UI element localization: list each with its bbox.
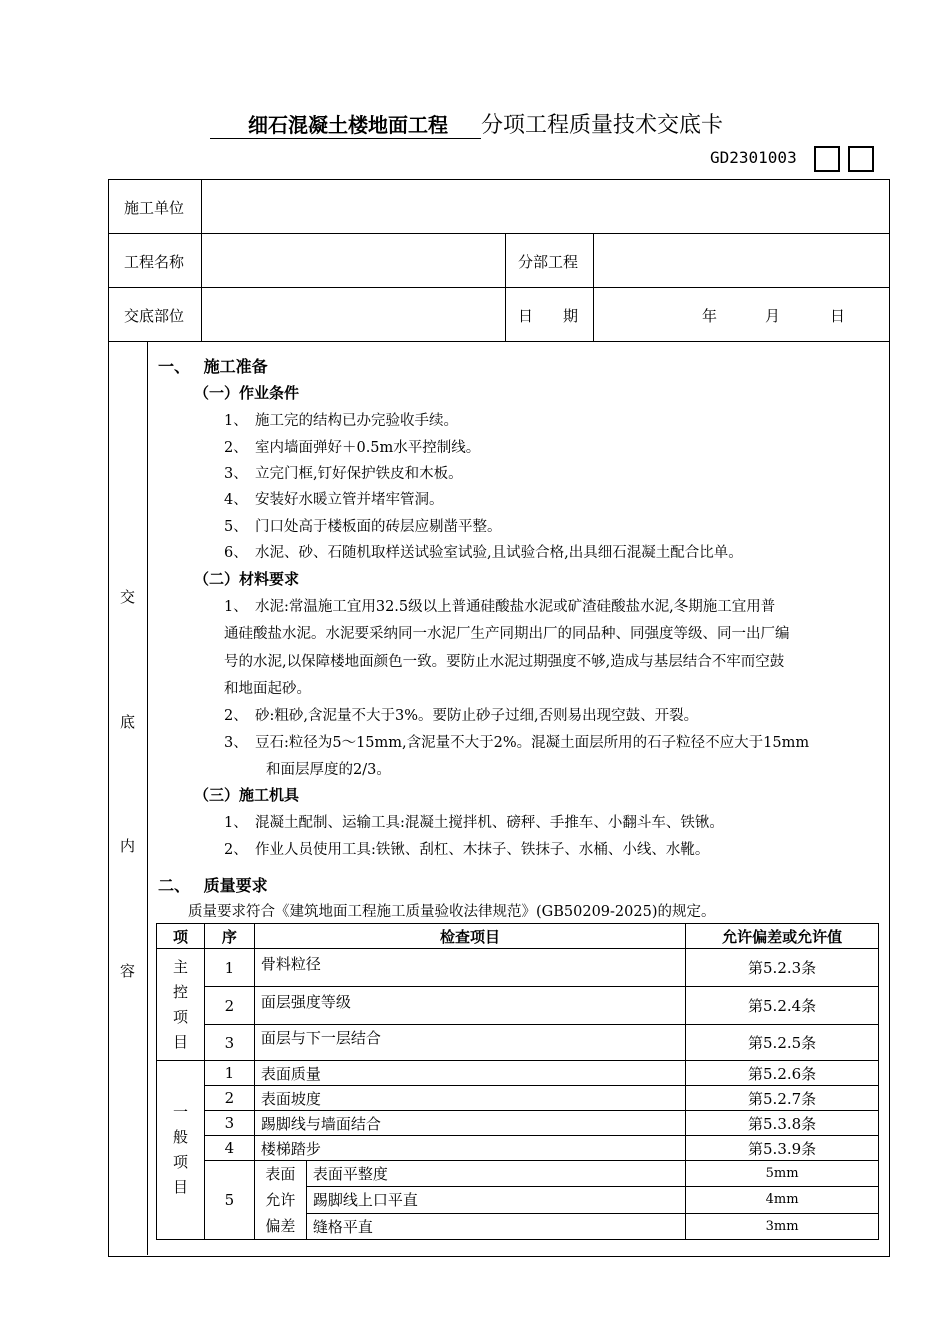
check-item: 表面质量 [254, 1061, 685, 1086]
paragraph-line: 号的水泥,以保障楼地面颜色一致。要防止水泥过期强度不够,造成与基层结合不牢而空鼓 [224, 654, 785, 670]
row-number: 3 [204, 1111, 254, 1136]
column-header: 允许偏差或允许值 [686, 924, 879, 949]
construction-unit-label: 施工单位 [124, 199, 185, 217]
check-item: 面层与下一层结合 [254, 1025, 685, 1061]
row-divider [108, 341, 889, 342]
row-divider [108, 233, 889, 234]
check-item: 踢脚线与墙面结合 [254, 1111, 685, 1136]
date-day: 日 [830, 307, 846, 325]
paragraph-line: 3、 豆石:粒径为5～15mm,含泥量不大于2%。混凝土面层所用的石子粒径不应大于15mm [224, 735, 810, 751]
group-label-text: 一般项目 [172, 1103, 188, 1196]
paragraph-line: 2、 砂:粗砂,含泥量不大于3%。要防止砂子过细,否则易出现空鼓、开裂。 [224, 708, 699, 724]
allowed-value: 第5.2.3条 [686, 949, 879, 987]
allowed-value: 5mm [686, 1161, 879, 1187]
check-item: 缝格平直 [306, 1213, 685, 1239]
section-heading-prep: 一、 施工准备 [158, 357, 268, 376]
row-number: 3 [204, 1025, 254, 1061]
subheading-work-conditions: （一）作业条件 [194, 384, 300, 402]
date-label: 日 期 [518, 307, 579, 325]
row-number: 1 [204, 1061, 254, 1086]
side-label-char: 底 [120, 713, 136, 731]
row-number: 4 [204, 1136, 254, 1161]
check-item: 表面平整度 [306, 1161, 685, 1187]
sub-project-label: 分部工程 [518, 253, 579, 271]
tolerance-label-part: 表面 [265, 1165, 296, 1183]
side-label-char: 内 [120, 837, 136, 855]
title-project-name: 细石混凝土楼地面工程 [210, 109, 481, 139]
date-year: 年 [702, 307, 718, 325]
allowed-value: 4mm [686, 1187, 879, 1213]
list-item: 2、 室内墙面弹好＋0.5m水平控制线。 [224, 440, 481, 456]
paragraph-line: 通硅酸盐水泥。水泥要采纳同一水泥厂生产同期出厂的同品种、同强度等级、同一出厂编 [224, 626, 790, 642]
list-item: 5、 门口处高于楼板面的砖层应剔凿平整。 [224, 519, 502, 535]
col-divider [147, 341, 148, 1255]
checkbox-2[interactable] [848, 146, 874, 172]
paragraph-line: 1、 水泥:常温施工宜用32.5级以上普通硅酸盐水泥或矿渣硅酸盐水泥,冬期施工宜用普 [224, 599, 776, 615]
side-label-char: 交 [120, 588, 136, 606]
row-number: 5 [204, 1161, 254, 1240]
col-divider [505, 233, 506, 341]
list-item: 4、 安装好水暖立管并堵牢管洞。 [224, 492, 444, 508]
table-row [157, 949, 879, 987]
checkbox-1[interactable] [814, 146, 840, 172]
list-item: 1、 混凝土配制、运输工具:混凝土搅拌机、磅秤、手推车、小翻斗车、铁锹。 [224, 815, 724, 831]
document-code: GD2301003 [710, 148, 797, 167]
check-item: 面层强度等级 [254, 987, 685, 1025]
allowed-value: 第5.2.5条 [686, 1025, 879, 1061]
date-month: 月 [765, 307, 781, 325]
column-header: 序 [204, 924, 254, 949]
tolerance-label-part: 允许 [265, 1191, 296, 1209]
side-label-char: 容 [120, 962, 136, 980]
page-title [210, 108, 810, 139]
group-label-general [157, 1061, 205, 1240]
list-item: 1、 施工完的结构已办完验收手续。 [224, 413, 458, 429]
check-item: 楼梯踏步 [254, 1136, 685, 1161]
paragraph-line: 和地面起砂。 [224, 681, 311, 697]
paragraph-line: 和面层厚度的2/3。 [266, 762, 391, 778]
allowed-value: 3mm [686, 1213, 879, 1239]
quality-intro: 质量要求符合《建筑地面工程施工质量验收法律规范》(GB50209-2025)的规定。 [188, 904, 716, 920]
subheading-tools: （三）施工机具 [194, 786, 300, 804]
tolerance-label-part: 偏差 [265, 1217, 296, 1235]
allowed-value: 第5.3.8条 [686, 1111, 879, 1136]
group-label-main [157, 949, 205, 1061]
col-divider [593, 233, 594, 341]
allowed-value: 第5.2.6条 [686, 1061, 879, 1086]
allowed-value: 第5.2.7条 [686, 1086, 879, 1111]
column-header: 检查项目 [254, 924, 685, 949]
project-name-label: 工程名称 [124, 253, 185, 271]
table-row [157, 1086, 879, 1111]
tolerance-group-label [254, 1161, 306, 1240]
row-number: 1 [204, 949, 254, 987]
quality-table [156, 923, 879, 1240]
row-divider [108, 287, 889, 288]
table-row [157, 1136, 879, 1161]
check-item: 骨料粒径 [254, 949, 685, 987]
table-row [157, 987, 879, 1025]
section-heading-quality: 二、 质量要求 [158, 876, 268, 895]
check-item: 表面坡度 [254, 1086, 685, 1111]
table-row [157, 1061, 879, 1086]
table-row [157, 1111, 879, 1136]
subheading-materials: （二）材料要求 [194, 570, 300, 588]
table-row [157, 1161, 879, 1187]
table-header-row [157, 924, 879, 949]
table-row [157, 1025, 879, 1061]
list-item: 2、 作业人员使用工具:铁锹、刮杠、木抹子、铁抹子、水桶、小线、水靴。 [224, 842, 710, 858]
group-label-text: 主控项目 [172, 957, 188, 1051]
column-header: 项 [157, 924, 205, 949]
check-item: 踢脚线上口平直 [306, 1187, 685, 1213]
col-divider [201, 179, 202, 341]
list-item: 3、 立完门框,钉好保护铁皮和木板。 [224, 466, 463, 482]
title-suffix: 分项工程质量技术交底卡 [481, 113, 724, 138]
row-number: 2 [204, 1086, 254, 1111]
list-item: 6、 水泥、砂、石随机取样送试验室试验,且试验合格,出具细石混凝土配合比单。 [224, 545, 743, 561]
handover-part-label: 交底部位 [124, 307, 185, 325]
allowed-value: 第5.3.9条 [686, 1136, 879, 1161]
row-number: 2 [204, 987, 254, 1025]
allowed-value: 第5.2.4条 [686, 987, 879, 1025]
